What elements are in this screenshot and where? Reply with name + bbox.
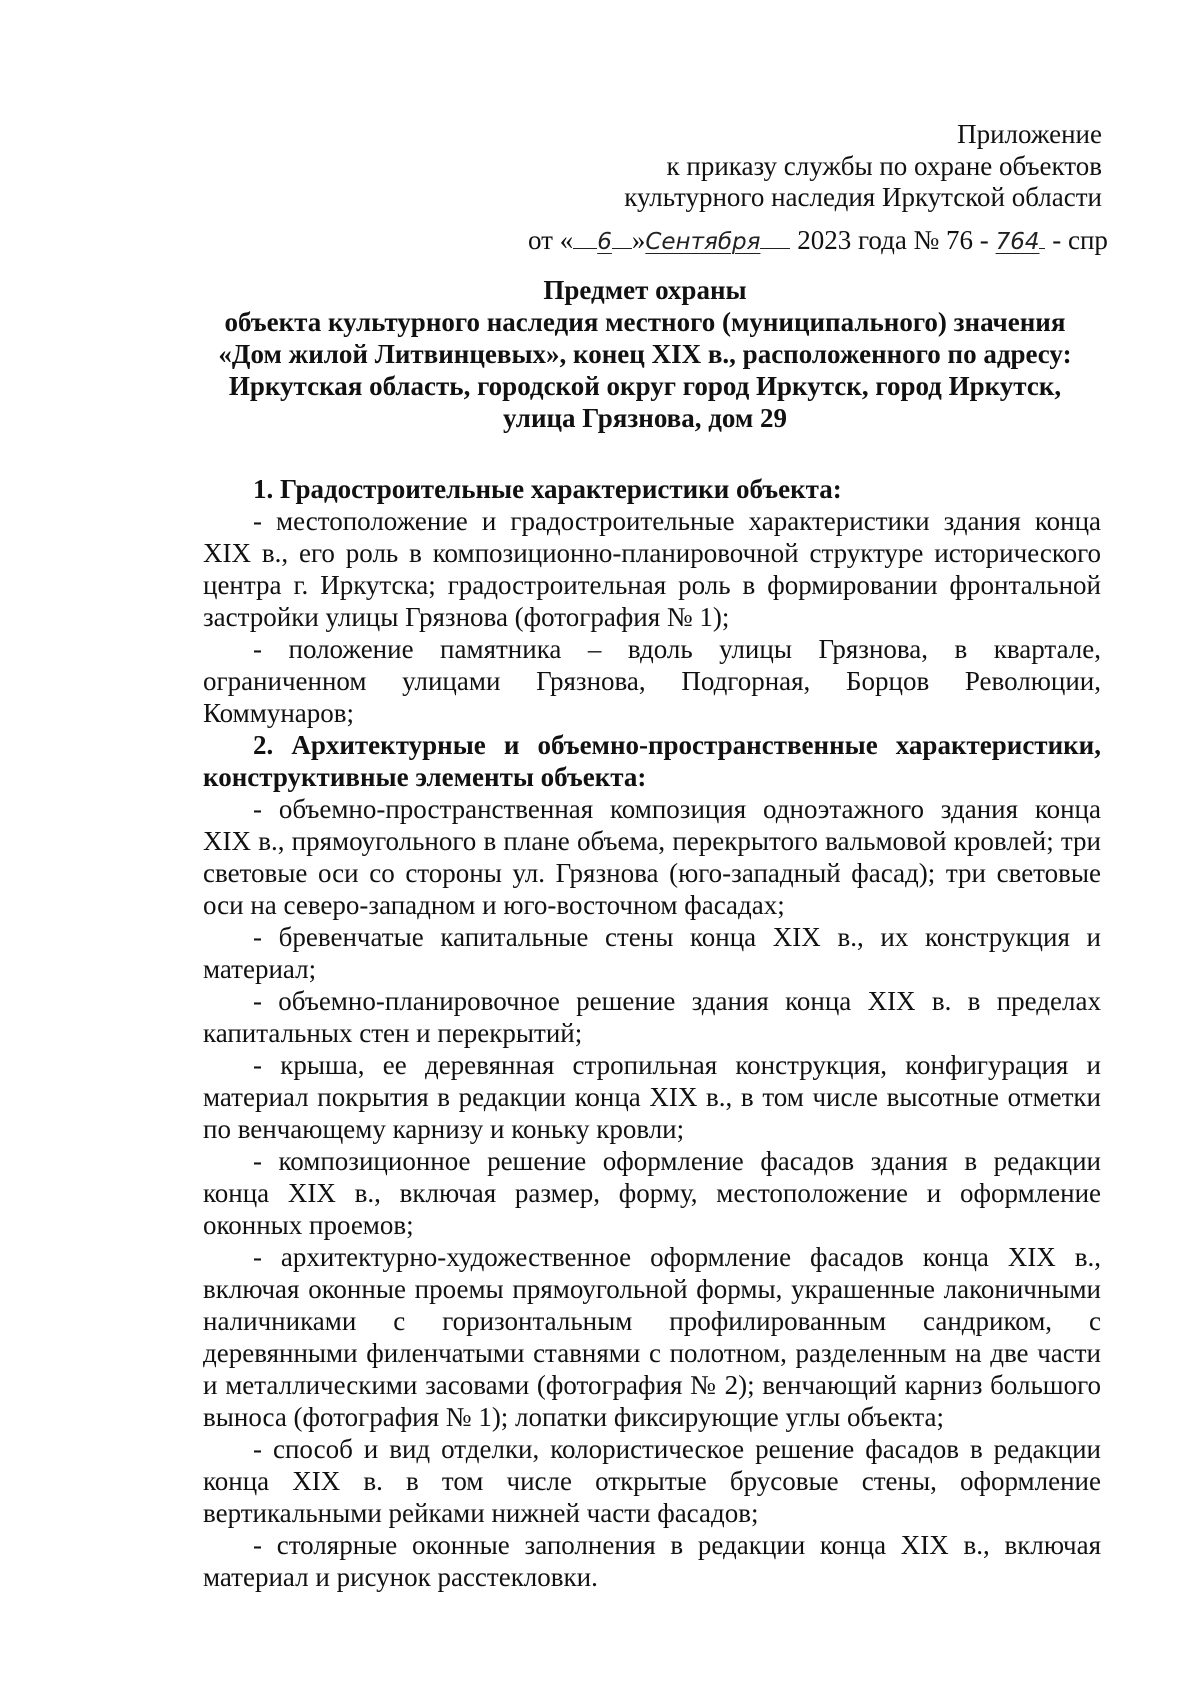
agency-name-line: культурного наследия Иркутской области [624, 182, 1102, 212]
order-prefix: от « [528, 225, 574, 255]
section-2-item-6: - архитектурно-художественное оформление фасадов конца XIX в., включая оконные проемы прямоугольной формы, украшенные лаконичными наличниками с горизонтальным профилированным сандриком, с деревянными филенчатыми ставнями с полотном, разделенным на две части и металлическими засовами (фотография № 2); венчающий карниз большого выноса (фотография № 1); лопатки фиксирующие углы объекта; [203, 1242, 1101, 1432]
title-line-5: улица Грязнова, дом 29 [502, 403, 788, 433]
title-line-2: объекта культурного наследия местного (муниципального) значения [224, 307, 1066, 337]
section-2-item-3: - объемно-планировочное решение здания конца XIX в. в пределах капитальных стен и перекрытий; [203, 986, 1101, 1048]
section-2-item-5: - композиционное решение оформление фасадов здания в редакции конца XIX в., включая размер, форму, местоположение и оформление оконных проемов; [203, 1146, 1101, 1240]
section-2-heading: 2. Архитектурные и объемно-пространственные характеристики, конструктивные элементы объекта: [203, 730, 1101, 792]
order-quote-close: » [631, 225, 646, 255]
order-date-number-line [528, 222, 1108, 258]
section-1-item-2: - положение памятника – вдоль улицы Грязнова, в квартале, ограниченном улицами Грязнова, Подгорная, Борцов Революции, Коммунаров; [203, 634, 1101, 728]
title-line-3: «Дом жилой Литвинцевых», конец XIX в., расположенного по адресу: [218, 339, 1072, 369]
order-month-handwritten: Сентября [645, 229, 761, 255]
order-reference-line: к приказу службы по охране объектов [666, 151, 1102, 181]
document-body [203, 473, 1101, 1593]
document-title [190, 274, 1100, 434]
appendix-label: Приложение [957, 119, 1102, 149]
section-2-item-4: - крыша, ее деревянная стропильная конструкция, конфигурация и материал покрытия в редакции конца XIX в., в том числе высотные отметки по венчающему карнизу и коньку кровли; [203, 1050, 1101, 1144]
section-2-item-1: - объемно-пространственная композиция одноэтажного здания конца XIX в., прямоугольного в плане объема, перекрытого вальмовой кровлей; три световые оси со стороны ул. Грязнова (юго-западный фасад); три световые оси на северо-западном и юго-восточном фасадах; [203, 794, 1101, 920]
section-1-item-1: - местоположение и градостроительные характеристики здания конца XIX в., его роль в композиционно-планировочной структуре исторического центра г. Иркутска; градостроительная роль в формировании фронтальной застройки улицы Грязнова (фотография № 1); [203, 506, 1101, 632]
order-suffix: - спр [1052, 225, 1108, 255]
order-day-handwritten: 6 [597, 229, 612, 255]
title-line-4: Иркутская область, городской округ город Иркутск, город Иркутск, [228, 371, 1062, 401]
section-2-item-7: - способ и вид отделки, колористическое решение фасадов в редакции конца XIX в. в том числе открытые брусовые стены, оформление вертикальными рейками нижней части фасадов; [203, 1434, 1101, 1528]
section-2-item-8: - столярные оконные заполнения в редакции конца XIX в., включая материал и рисунок расстекловки. [203, 1530, 1101, 1592]
title-line-1: Предмет охраны [543, 275, 747, 305]
order-number-handwritten: 764 [995, 229, 1040, 255]
order-year-number-text: 2023 года № 76 - [797, 225, 989, 255]
section-2-item-2: - бревенчатые капитальные стены конца XIX в., их конструкция и материал; [203, 922, 1101, 984]
section-1-heading: 1. Градостроительные характеристики объекта: [253, 474, 842, 504]
